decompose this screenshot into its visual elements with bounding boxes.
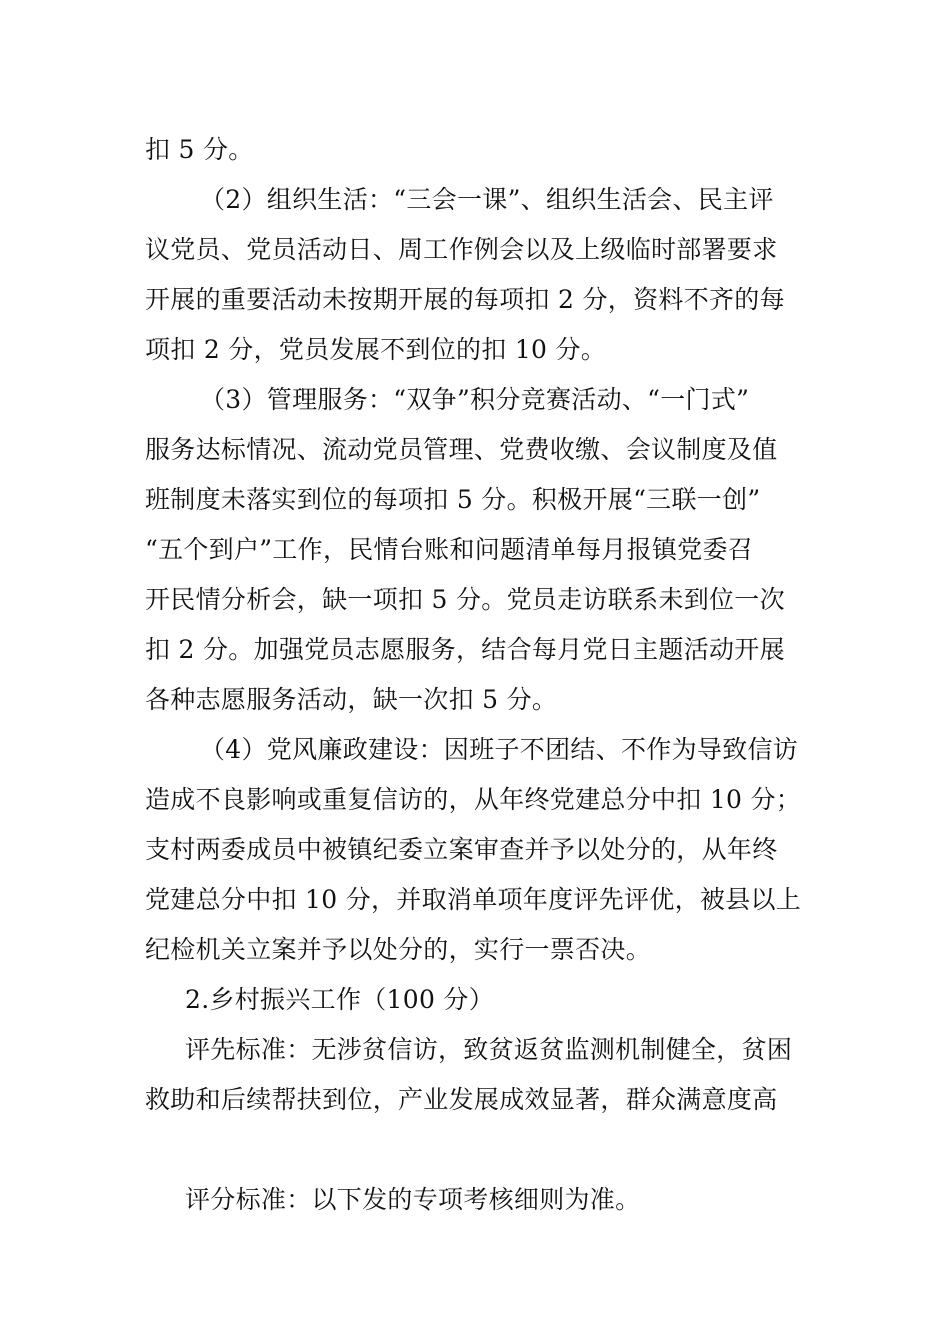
text-line: 开展的重要活动未按期开展的每项扣 2 分，资料不齐的每 <box>145 285 785 314</box>
text-line: 项扣 2 分，党员发展不到位的扣 10 分。 <box>145 335 607 364</box>
text-line: 造成不良影响或重复信访的，从年终党建总分中扣 10 分； <box>145 785 802 814</box>
text-line: 服务达标情况、流动党员管理、党费收缴、会议制度及值 <box>145 435 778 464</box>
text-line: 救助和后续帮扶到位，产业发展成效显著，群众满意度高 <box>145 1085 778 1114</box>
text-line: 扣 2 分。加强党员志愿服务，结合每月党日主题活动开展 <box>145 635 785 664</box>
text-line: 党建总分中扣 10 分，并取消单项年度评先评优，被县以上 <box>145 885 802 914</box>
paragraph-scoring-standard: 评分标准：以下发的专项考核细则为准。 <box>185 1185 641 1214</box>
paragraph-organization-life: （2）组织生活：“三会一课”、组织生活会、民主评 <box>200 185 774 214</box>
section-heading-rural-revitalization: 2.乡村振兴工作（100 分） <box>185 985 495 1014</box>
text-line: 开民情分析会，缺一项扣 5 分。党员走访联系未到位一次 <box>145 585 785 614</box>
paragraph-evaluation-standard: 评先标准：无涉贫信访，致贫返贫监测机制健全，贫困 <box>185 1035 793 1064</box>
text-line: 议党员、党员活动日、周工作例会以及上级临时部署要求 <box>145 235 778 264</box>
text-line: 各种志愿服务活动，缺一次扣 5 分。 <box>145 685 558 714</box>
text-line: “五个到户”工作，民情台账和问题清单每月报镇党委召 <box>145 535 754 564</box>
text-line: 班制度未落实到位的每项扣 5 分。积极开展“三联一创” <box>145 485 761 514</box>
text-line: 支村两委成员中被镇纪委立案审查并予以处分的，从年终 <box>145 835 778 864</box>
paragraph-management-service: （3）管理服务：“双争”积分竞赛活动、“一门式” <box>200 385 750 414</box>
text-line: 纪检机关立案并予以处分的，实行一票否决。 <box>145 935 652 964</box>
paragraph-party-conduct: （4）党风廉政建设：因班子不团结、不作为导致信访 <box>200 735 799 764</box>
text-line: 扣 5 分。 <box>145 135 254 164</box>
